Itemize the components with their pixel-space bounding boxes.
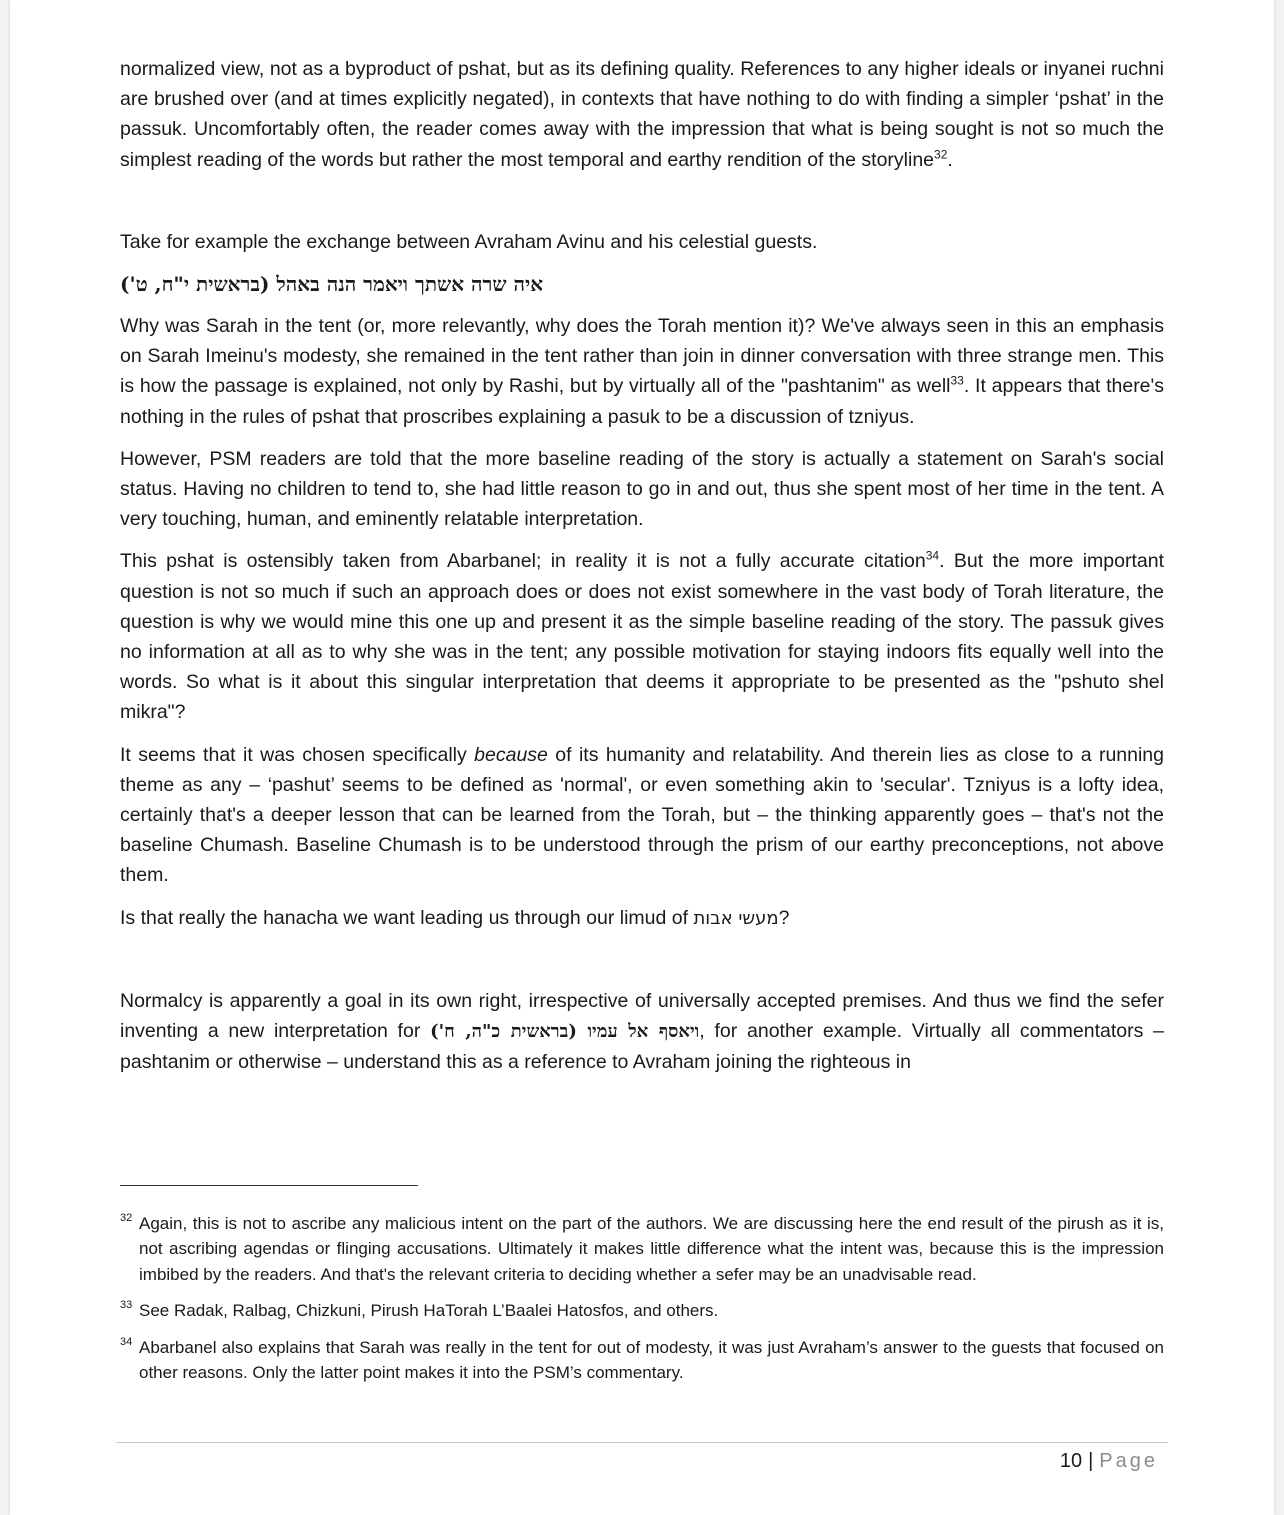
paragraph-psm-readers xyxy=(120,444,1164,535)
hebrew-phrase: מעשי אבות xyxy=(693,907,779,929)
paragraph-text: However, PSM readers are told that the more baseline reading of the story is actually a statement on Sarah's social status. Having no children to tend to, she had little reason to go in and out, thus she spent most of her time in the tent. A very touching, human, and eminently relatable interpretation. xyxy=(120,447,1164,531)
footer-separator xyxy=(116,1442,1168,1443)
hebrew-verse-text: איה שרה אשתך ויאמר הנה באהל (בראשית י"ח, ט') xyxy=(120,272,544,297)
paragraph-text: Is that really the hanacha we want leading us through our limud of xyxy=(120,906,694,929)
footnote-text: Again, this is not to ascribe any malicious intent on the part of the authors. We are discussing here the end result of the pirush as it is, not ascribing agendas or flinging accusations. Ultimately it makes little difference what the intent was, because this is the impression imbibed by the readers. And that's the relevant criteria to deciding whether a sefer may be an unadvisable read. xyxy=(139,1214,1164,1284)
footnote-text: Abarbanel also explains that Sarah was really in the tent for out of modesty, it was just Avraham’s answer to the guests that focused on other reasons. Only the latter point makes it into the PSM’s commentary. xyxy=(139,1337,1164,1383)
paragraph-text-cont: . It appears that there's nothing in the rules of pshat that proscribes explaining a pasuk to be a discussion of tzniyus. xyxy=(120,375,1165,428)
body-text xyxy=(120,54,1164,1089)
paragraph-normalcy xyxy=(120,986,1164,1078)
paragraph-text: It seems that it was chosen specifically xyxy=(120,743,475,766)
paragraph-text-cont: , for another example. Virtually all commentators – pashtanim or otherwise – understand this as a reference to Avraham joining the righteous in xyxy=(120,1020,1164,1074)
footnote-number: 34 xyxy=(120,1335,133,1348)
footnote-separator xyxy=(120,1185,418,1186)
paragraph-text-cont: of its humanity and relatability. And therein lies as close to a running theme as any – ‘pashut’ seems to be defined as 'normal', or even something akin to 'secular'. Tzniyus is a lofty idea, certainly that's a deeper lesson that can be learned from the Torah, but – the thinking apparently goes – that's not the baseline Chumash. Baseline Chumash is to be understood through the prism of our earthy preconceptions, not above them. xyxy=(120,743,1164,887)
paragraph-text-cont: . But the more important question is not so much if such an approach does or does not exist somewhere in the vast body of Torah literature, the question is why we would mine this one up and present it as the simple baseline reading of the story. The passuk gives no information at all as to why she was in the tent; any possible motivation for staying indoors fits equally well into the words. So what is it about this singular interpretation that deems it appropriate to be presented as the "pshuto shel mikra"? xyxy=(120,550,1164,724)
paragraph-humanity xyxy=(120,740,1164,891)
footnote-ref-33[interactable]: 33 xyxy=(950,373,964,388)
page-number-separator: | xyxy=(1088,1450,1094,1472)
paragraph-why-sarah xyxy=(120,311,1164,432)
paragraph-example xyxy=(120,227,1164,257)
paragraph-text: Take for example the exchange between Avraham Avinu and his celestial guests. xyxy=(120,230,818,253)
page-label: Page xyxy=(1099,1450,1158,1472)
hebrew-phrase: ויאסף אל עמיו (בראשית כ"ה, ח') xyxy=(430,1021,700,1043)
paragraph-text: Normalcy is apparently a goal in its own right, irrespective of universally accepted premises. And thus we find the sefer inventing a new interpretation for xyxy=(120,989,1164,1043)
footnotes xyxy=(120,1211,1164,1396)
footnote-number: 32 xyxy=(120,1212,133,1224)
paragraph-text: This pshat is ostensibly taken from Abarbanel; in reality it is not a fully accurate citation xyxy=(120,550,926,573)
document-page xyxy=(10,0,1274,1515)
paragraph-text: normalized view, not as a byproduct of pshat, but as its defining quality. References to any higher ideals or inyanei ruchni are brushed over (and at times explicitly negated), in contexts that have nothing to do with finding a simpler ‘pshat’ in the passuk. Uncomfortably often, the reader comes away with the impression that what is being sought is not so much the simplest reading of the words but rather the most temporal and earthy rendition of the storyline xyxy=(120,58,1164,171)
paragraph-intro xyxy=(120,54,1164,175)
footnote-ref-34[interactable]: 34 xyxy=(925,548,940,563)
footnote-32 xyxy=(120,1211,1164,1287)
paragraph-abarbanel xyxy=(120,546,1164,727)
footnote-number: 33 xyxy=(120,1299,133,1312)
footnote-34 xyxy=(120,1335,1164,1386)
punctuation: . xyxy=(947,148,953,171)
punctuation: ? xyxy=(778,906,790,929)
page-number xyxy=(1060,1446,1158,1476)
paragraph-text: Why was Sarah in the tent (or, more relevantly, why does the Torah mention it)? We've always seen in this an emphasis on Sarah Imeinu's modesty, she remained in the tent rather than join in dinner conversation with three strange men. This is how the passage is explained, not only by Rashi, but by virtually all of the "pashtanim" as well xyxy=(120,315,1164,398)
footnote-ref-32[interactable]: 32 xyxy=(934,147,948,162)
page-number-value: 10 xyxy=(1059,1450,1083,1472)
footnote-33 xyxy=(120,1298,1164,1323)
footnote-text: See Radak, Ralbag, Chizkuni, Pirush HaTorah L’Baalei Hatosfos, and others. xyxy=(139,1301,719,1321)
emphasis-because: because xyxy=(474,743,548,766)
paragraph-hanacha xyxy=(120,903,1164,934)
hebrew-verse-heading xyxy=(120,269,1164,299)
